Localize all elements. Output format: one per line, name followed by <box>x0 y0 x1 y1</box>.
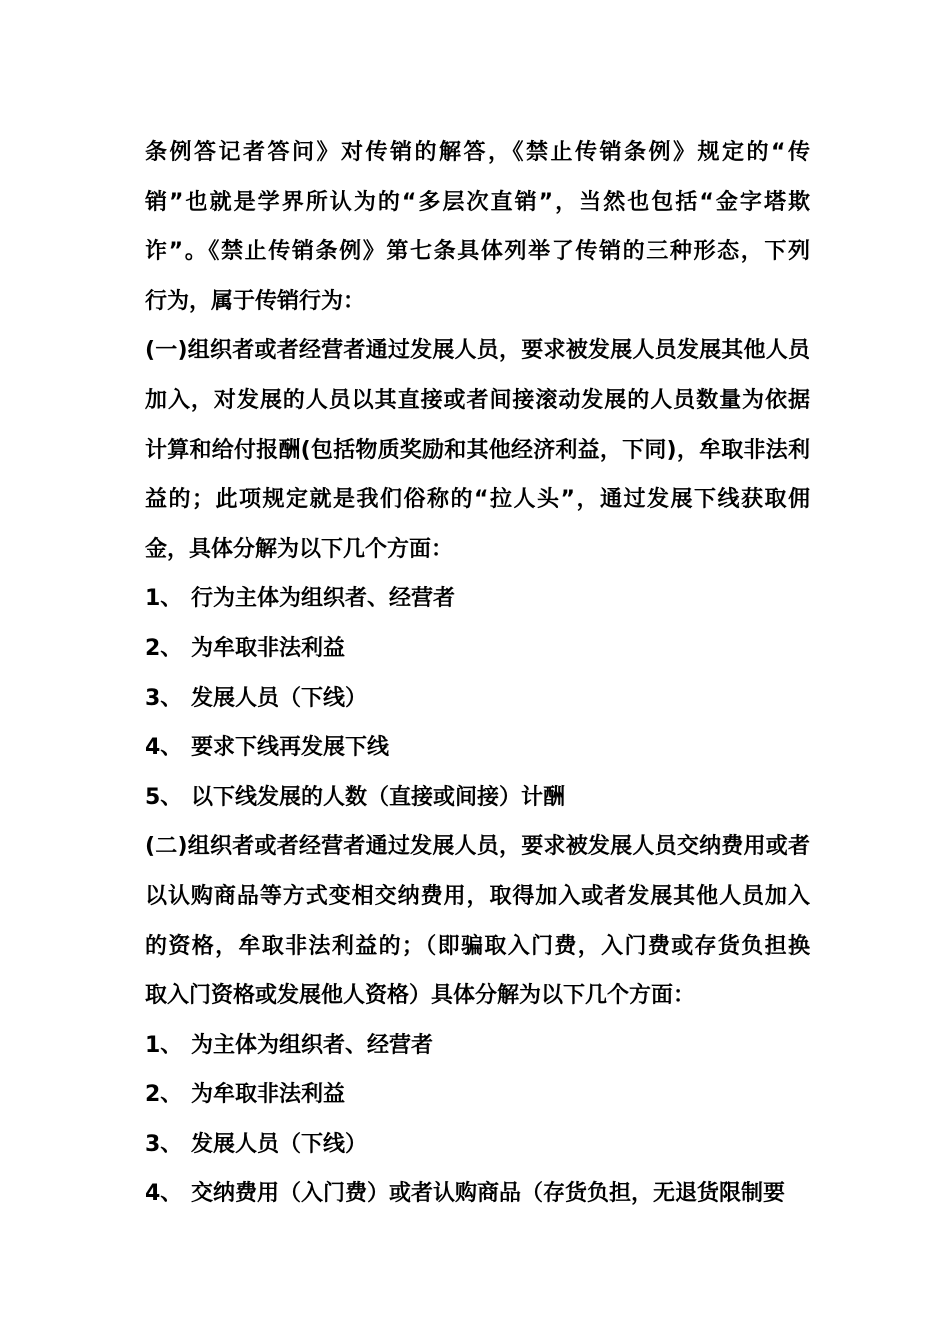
paragraph-line: 计算和给付报酬(包括物质奖励和其他经济利益，下同)，牟取非法利 <box>145 437 810 463</box>
document-body <box>145 128 810 1219</box>
paragraph-line: 金，具体分解为以下几个方面： <box>145 536 454 562</box>
paragraph-line: (二)组织者或者经营者通过发展人员，要求被发展人员交纳费用或者 <box>145 834 810 860</box>
list-number: 4、 <box>145 735 183 761</box>
paragraph-line: 取入门资格或发展他人资格）具体分解为以下几个方面： <box>145 983 696 1009</box>
list-text: 发展人员（下线） <box>191 1131 368 1157</box>
list-text: 交纳费用（入门费）或者认购商品（存货负担，无退货限制要 <box>191 1181 786 1207</box>
list-text: 为主体为组织者、经营者 <box>191 1032 434 1058</box>
list-number: 4、 <box>145 1181 183 1207</box>
list-text: 为牟取非法利益 <box>191 635 346 661</box>
list-number: 2、 <box>145 635 183 661</box>
list-text: 行为主体为组织者、经营者 <box>191 586 456 612</box>
list-number: 5、 <box>145 784 183 810</box>
list-text: 为牟取非法利益 <box>191 1082 346 1108</box>
list-number: 1、 <box>145 586 183 612</box>
list-number: 1、 <box>145 1032 183 1058</box>
list-item <box>145 723 810 773</box>
list-number: 3、 <box>145 685 183 711</box>
list-item <box>145 574 810 624</box>
paragraph-line: 销”也就是学界所认为的“多层次直销”，当然也包括“金字塔欺 <box>145 189 810 215</box>
paragraph-line: (一)组织者或者经营者通过发展人员，要求被发展人员发展其他人员 <box>145 338 810 364</box>
list-item <box>145 1120 810 1170</box>
list-item <box>145 674 810 724</box>
list-text: 发展人员（下线） <box>191 685 368 711</box>
list-item <box>145 773 810 823</box>
paragraph-line: 加入，对发展的人员以其直接或者间接滚动发展的人员数量为依据 <box>145 387 810 413</box>
list-item <box>145 1169 810 1219</box>
list-item <box>145 1021 810 1071</box>
paragraph-line: 条例答记者答问》对传销的解答，《禁止传销条例》规定的“传 <box>145 140 810 165</box>
paragraph-line: 以认购商品等方式变相交纳费用，取得加入或者发展其他人员加入 <box>145 883 810 909</box>
list-item <box>145 1070 810 1120</box>
list-number: 2、 <box>145 1082 183 1108</box>
list-text: 要求下线再发展下线 <box>191 735 390 761</box>
paragraph-line: 益的；此项规定就是我们俗称的“拉人头”，通过发展下线获取佣 <box>145 487 810 513</box>
paragraph-line: 诈”。《禁止传销条例》第七条具体列举了传销的三种形态，下列 <box>145 239 810 265</box>
list-item <box>145 624 810 674</box>
paragraph-line: 的资格，牟取非法利益的；（即骗取入门费，入门费或存货负担换 <box>145 933 810 959</box>
list-number: 3、 <box>145 1131 183 1157</box>
paragraph-line: 行为，属于传销行为： <box>145 288 366 314</box>
list-text: 以下线发展的人数（直接或间接）计酬 <box>191 784 566 810</box>
